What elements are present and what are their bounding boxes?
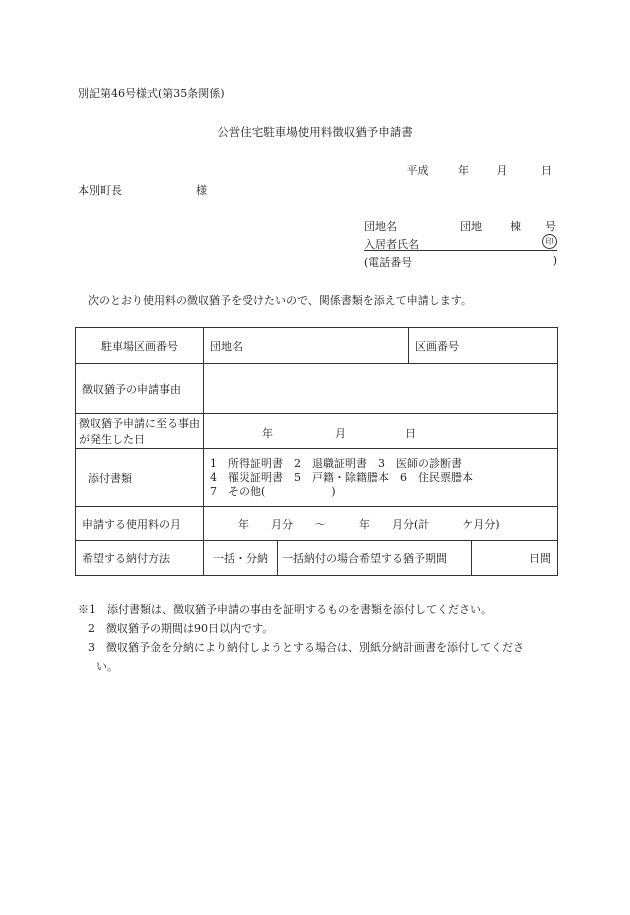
table-row [76, 328, 558, 364]
complex-row [364, 218, 557, 236]
installment-period-label: 一括納付の場合希望する猶予期間 [278, 541, 472, 576]
parking-lot-label: 駐車場区画番号 [76, 328, 204, 364]
table-row [76, 449, 558, 507]
occurrence-month: 月 [335, 427, 346, 440]
phone-label: (電話番号 [364, 256, 413, 269]
attachments-line-2: 4 罹災証明書 5 戸籍・除籍謄本 6 住民票謄本 [210, 470, 473, 484]
payment-method-options[interactable]: 一括・分納 [204, 541, 278, 576]
resident-row [364, 236, 557, 254]
complex-label: 団地名 [364, 220, 397, 233]
date-month: 月 [496, 164, 508, 177]
table-row [76, 507, 558, 541]
table-row [76, 364, 558, 414]
attachments-line-3: 7 その他( ) [210, 484, 336, 498]
application-table [75, 327, 558, 576]
table-row [76, 541, 558, 576]
page-title: 公営住宅駐車場使用料徴収猶予申請書 [217, 125, 413, 139]
period-field[interactable]: 年 月分 〜 年 月分(計 ケ月分) [204, 507, 558, 541]
resident-underline [364, 250, 557, 251]
note-2: 2 徴収猶予の期間は90日以内です。 [88, 622, 274, 635]
complex-unit: 団地 [460, 220, 482, 233]
attachments-line-1: 1 所得証明書 2 退職証明書 3 医師の診断書 [210, 456, 462, 470]
number-unit: 号 [545, 220, 556, 233]
building-unit: 棟 [510, 220, 521, 233]
lot-number-cell[interactable]: 区画番号 [409, 328, 558, 364]
period-label: 申請する使用料の月 [76, 507, 204, 541]
attachments-label: 添付書類 [76, 449, 204, 507]
occurrence-day: 日 [405, 427, 416, 440]
reason-field[interactable] [204, 364, 558, 414]
intro-text: 次のとおり使用料の徴収猶予を受けたいので、関係書類を添えて申請します。 [88, 294, 472, 307]
form-number: 別記第46号様式(第35条関係) [78, 87, 225, 100]
occurrence-year: 年 [262, 427, 273, 440]
date-year: 年 [458, 164, 469, 177]
reason-label: 徴収猶予の申請事由 [76, 364, 204, 414]
phone-close: ) [552, 254, 557, 267]
phone-row [364, 254, 557, 272]
complex-name-cell[interactable]: 団地名 [204, 328, 409, 364]
resident-label: 入居者氏名 [364, 238, 419, 251]
table-row [76, 414, 558, 449]
notes [78, 600, 524, 676]
addressee-honorific: 様 [196, 184, 207, 197]
date-day: 日 [541, 164, 552, 177]
installment-days-field[interactable]: 日間 [472, 541, 558, 576]
addressee-name: 本別町長 [78, 184, 122, 197]
attachments-list [204, 449, 558, 507]
addressee [78, 182, 207, 198]
note-1: ※1 添付書類は、徴収猶予申請の事由を証明するものを書類を添付してください。 [78, 603, 492, 616]
payment-method-label: 希望する納付方法 [76, 541, 204, 576]
date-line [407, 162, 553, 178]
note-3-cont: い。 [96, 660, 118, 673]
seal-mark: 印 [542, 234, 557, 249]
date-era: 平成 [406, 164, 429, 177]
occurrence-date-label: 徴収猶予申請に至る事由が発生した日 [76, 414, 204, 449]
note-3: 3 徴収猶予金を分納により納付しようとする場合は、別紙分納計画書を添付してくださ [88, 641, 524, 654]
occurrence-date-field[interactable] [204, 414, 558, 449]
